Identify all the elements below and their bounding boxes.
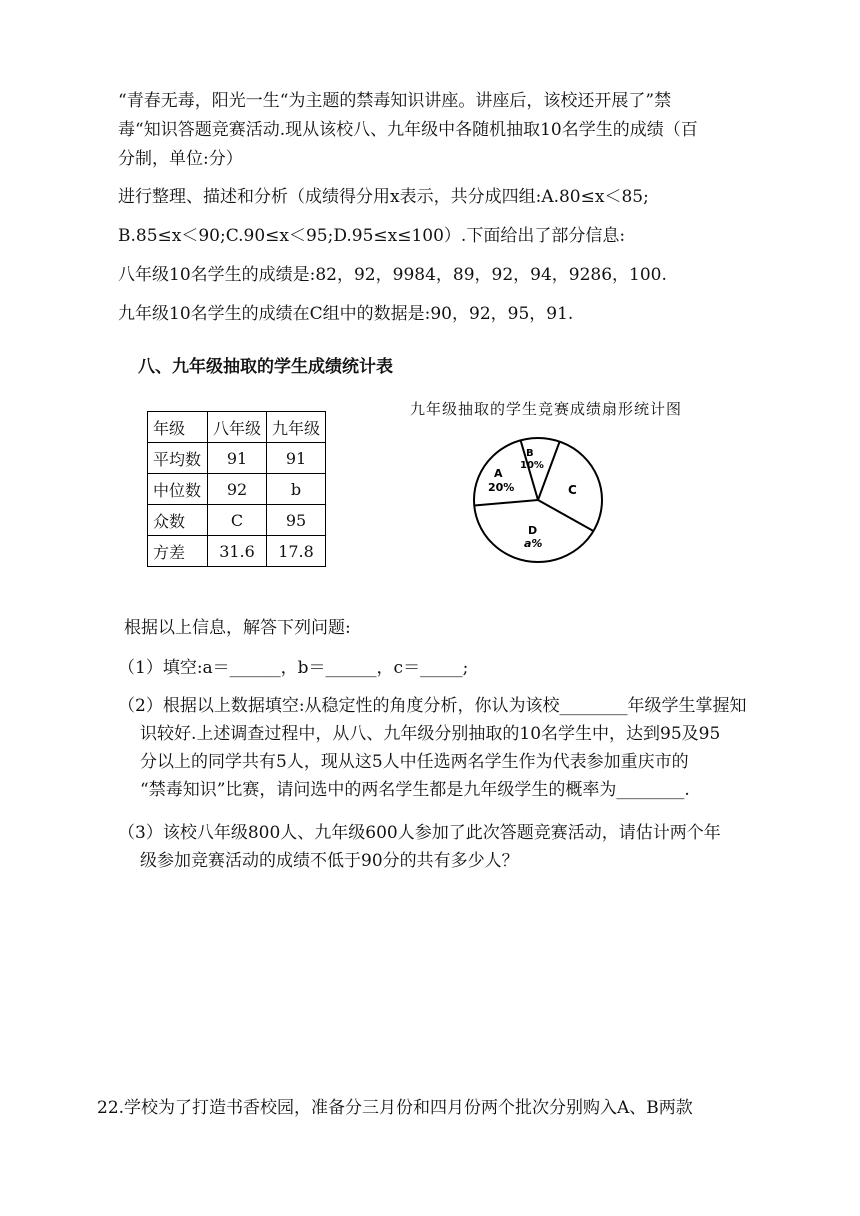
table-cell: C xyxy=(208,505,267,536)
table-cell: b xyxy=(267,474,326,505)
table-header-cell: 八年级 xyxy=(208,412,267,443)
questions-intro: 根据以上信息，解答下列问题: xyxy=(124,618,351,638)
pie-chart xyxy=(470,434,606,566)
table-cell: 95 xyxy=(267,505,326,536)
paragraph-line-1: “青春无毒，阳光一生“为主题的禁毒知识讲座。讲座后，该校还开展了”禁 xyxy=(118,91,672,111)
pie-divider-d-a xyxy=(474,500,538,506)
table-header-cell: 年级 xyxy=(148,412,208,443)
question-2-line-4: “禁毒知识”比赛，请问选中的两名学生都是九年级学生的概率为________. xyxy=(140,780,690,800)
table-header-cell: 九年级 xyxy=(267,412,326,443)
pie-chart-title: 九年级抽取的学生竞赛成绩扇形统计图 xyxy=(410,400,683,418)
slice-value-d: a% xyxy=(524,537,543,550)
table-row xyxy=(148,443,326,474)
paragraph-line-2: 毒“知识答题竞赛活动.现从该校八、九年级中各随机抽取10名学生的成绩（百 xyxy=(118,120,698,140)
table-header-row xyxy=(148,412,326,443)
paragraph-line-7: 九年级10名学生的成绩在C组中的数据是:90，92，95，91. xyxy=(118,304,574,324)
next-problem-line: 22.学校为了打造书香校园，准备分三月份和四月份两个批次分别购入A、B两款 xyxy=(97,1098,693,1118)
slice-label-d: D xyxy=(528,524,538,537)
table-row xyxy=(148,505,326,536)
table-cell: 众数 xyxy=(148,505,208,536)
question-2-line-2: 识较好.上述调查过程中，从八、九年级分别抽取的10名学生中，达到95及95 xyxy=(140,724,721,744)
slice-label-a: A xyxy=(494,467,503,480)
table-cell: 91 xyxy=(267,443,326,474)
question-1: （1）填空:a＝______，b＝______，c＝_____; xyxy=(118,658,469,678)
paragraph-line-6: 八年级10名学生的成绩是:82，92，9984，89，92，94，9286，100. xyxy=(118,265,667,285)
question-2-line-1: （2）根据以上数据填空:从稳定性的角度分析，你认为该校________年级学生掌握知 xyxy=(118,696,747,716)
slice-label-b: B xyxy=(526,448,534,459)
slice-value-a: 20% xyxy=(488,481,515,494)
table-cell: 17.8 xyxy=(267,536,326,567)
slice-value-b: 10% xyxy=(520,460,544,471)
paragraph-line-5: B.85≤x＜90;C.90≤x＜95;D.95≤x≤100）.下面给出了部分信息: xyxy=(118,226,626,246)
table-cell: 91 xyxy=(208,443,267,474)
table-row xyxy=(148,474,326,505)
slice-label-c: C xyxy=(568,483,577,497)
paragraph-line-4: 进行整理、描述和分析（成绩得分用x表示，共分成四组:A.80≤x＜85; xyxy=(118,187,649,207)
table-cell: 方差 xyxy=(148,536,208,567)
question-3-line-2: 级参加竞赛活动的成绩不低于90分的共有多少人？ xyxy=(140,851,519,871)
pie-divider-c-d xyxy=(538,500,593,531)
table-cell: 平均数 xyxy=(148,443,208,474)
question-3-line-1: （3）该校八年级800人、九年级600人参加了此次答题竞赛活动，请估计两个年 xyxy=(118,823,721,843)
table-cell: 中位数 xyxy=(148,474,208,505)
table-cell: 92 xyxy=(208,474,267,505)
paragraph-line-3: 分制，单位:分） xyxy=(118,149,243,169)
table-cell: 31.6 xyxy=(208,536,267,567)
question-2-line-3: 分以上的同学共有5人，现从这5人中任选两名学生作为代表参加重庆市的 xyxy=(140,752,689,772)
table-title: 八、九年级抽取的学生成绩统计表 xyxy=(138,357,393,377)
table-row xyxy=(148,536,326,567)
stats-table xyxy=(147,411,326,567)
